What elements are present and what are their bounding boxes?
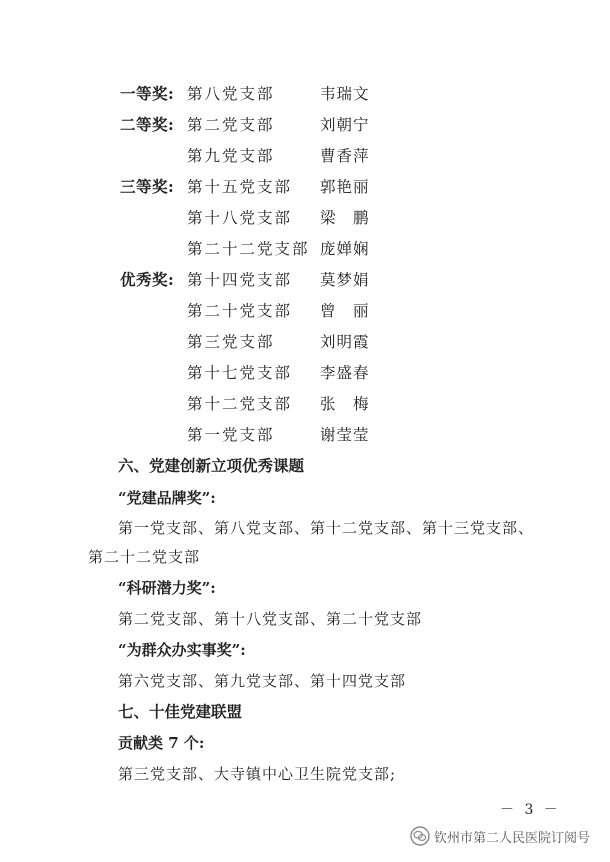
brand-award-line-1: 第一党支部、第八党支部、第十二党支部、第十三党支部、 — [118, 519, 535, 537]
research-award-title: “科研潜力奖”: — [118, 579, 216, 597]
award-category: 三等奖: — [120, 177, 175, 196]
award-person: 韦瑞文 — [320, 85, 370, 103]
award-branch: 第十五党支部 — [187, 178, 293, 196]
award-branch: 第十八党支部 — [187, 209, 293, 227]
service-award-title: “为群众办实事奖”: — [118, 641, 246, 659]
award-person: 李盛春 — [320, 364, 370, 382]
award-person: 庞婵娴 — [320, 240, 370, 258]
brand-award-line-2: 第二十二党支部 — [88, 548, 201, 566]
watermark — [410, 825, 590, 847]
brand-award-title: “党建品牌奖”: — [118, 489, 216, 507]
contribution-title: 贡献类 7 个: — [118, 734, 205, 752]
award-category: 优秀奖: — [120, 270, 175, 289]
section-6-title: 六、党建创新立项优秀课题 — [118, 456, 305, 475]
award-branch: 第十七党支部 — [187, 364, 293, 382]
service-award-text: 第六党支部、第九党支部、第十四党支部 — [118, 672, 407, 690]
award-person: 郭艳丽 — [320, 178, 370, 196]
award-person: 曹香萍 — [320, 147, 370, 165]
page-number: － 3 － — [500, 802, 561, 818]
award-branch: 第八党支部 — [187, 85, 275, 103]
award-category: 一等奖: — [120, 84, 175, 103]
award-person: 张 梅 — [320, 395, 370, 413]
research-award-text: 第二党支部、第十八党支部、第二十党支部 — [118, 610, 423, 628]
award-branch: 第一党支部 — [187, 426, 275, 444]
watermark-text: 钦州市第二人民医院订阅号 — [434, 830, 591, 846]
award-branch: 第十四党支部 — [187, 271, 293, 289]
award-person: 谢莹莹 — [320, 426, 370, 444]
award-person: 莫梦娟 — [320, 271, 370, 289]
award-branch: 第二十二党支部 — [187, 240, 310, 258]
award-branch: 第三党支部 — [187, 333, 275, 351]
contribution-text: 第三党支部、大寺镇中心卫生院党支部; — [118, 765, 397, 783]
award-person: 曾 丽 — [320, 302, 370, 320]
award-person: 刘明霞 — [320, 333, 370, 351]
section-7-title: 七、十佳党建联盟 — [118, 702, 243, 721]
award-branch: 第九党支部 — [187, 147, 275, 165]
award-person: 梁 鹏 — [320, 209, 370, 227]
award-category: 二等奖: — [120, 115, 175, 134]
award-branch: 第十二党支部 — [187, 395, 293, 413]
award-branch: 第二党支部 — [187, 116, 275, 134]
award-person: 刘朝宁 — [320, 116, 370, 134]
award-branch: 第二十党支部 — [187, 302, 293, 320]
wechat-icon — [410, 826, 430, 846]
